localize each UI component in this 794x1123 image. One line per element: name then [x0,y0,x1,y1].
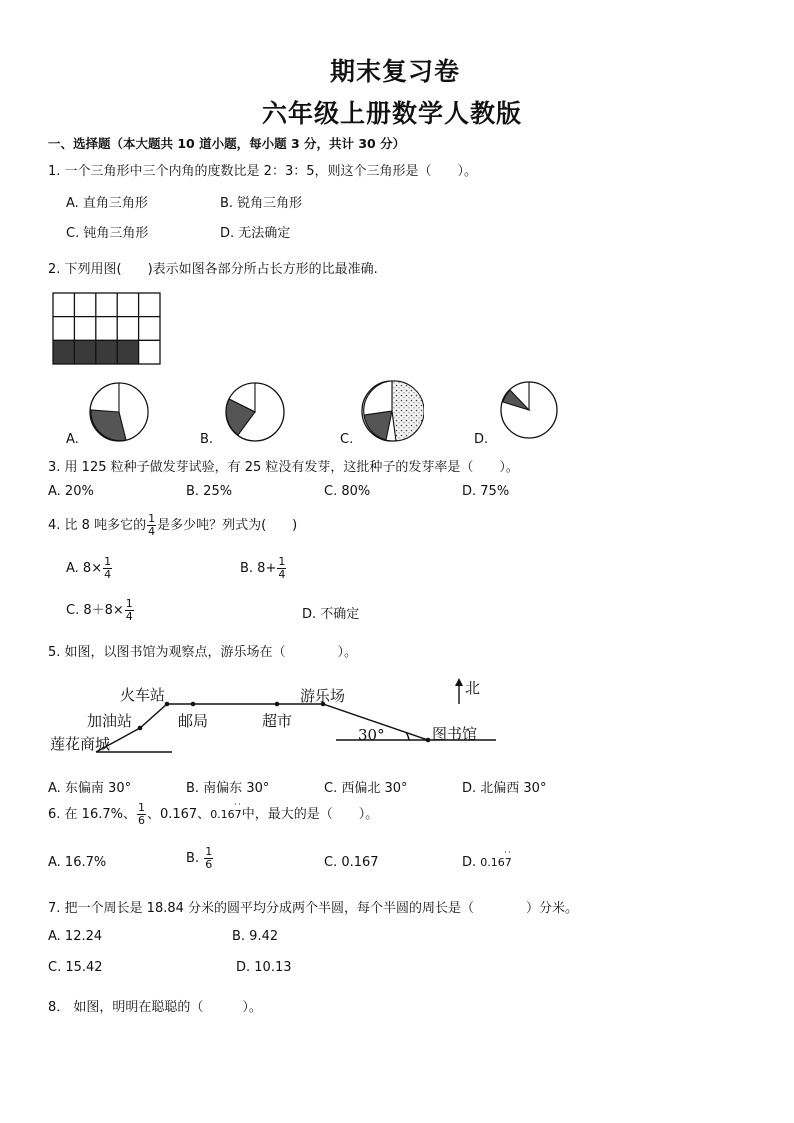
library-point [426,738,431,743]
pie-chart-c[interactable] [360,379,424,443]
repeating-decimal-digits: 0.167 [480,856,512,869]
q5-option-b[interactable]: B. 南偏东 30° [186,781,270,796]
q3-option-c[interactable]: C. 80% [324,484,371,499]
q3-option-a[interactable]: A. 20% [48,484,94,499]
q7-option-d[interactable]: D. 10.13 [236,960,292,975]
q1-option-d[interactable]: D. 无法确定 [220,226,291,241]
q4-option-c-label: C. 8＋8× [66,603,124,618]
fraction-one-quarter [125,598,134,623]
question-8: 8． 如图，明明在聪聪的（ ）。 [48,1000,262,1015]
question-5: 5. 如图，以图书馆为观察点，游乐场在（ ）。 [48,645,358,660]
gas-station-point [138,726,143,731]
q4-option-c[interactable] [66,598,135,623]
q1-option-b[interactable]: B. 锐角三角形 [220,196,303,211]
section-heading: 一、选择题（本大题共 10 道小题，每小题 3 分，共计 30 分） [48,136,406,151]
post-office-label: 邮局 [178,712,209,730]
repeating-dots: ·· [504,848,512,858]
question-7: 7. 把一个周长是 18.84 分米的圆平均分成两个半圆，每个半圆的周长是（ ）分米。 [48,901,579,916]
q4-option-a-label: A. 8× [66,561,103,576]
mall-label: 莲花商城 [50,735,111,753]
question-6-post: 中，最大的是（ ）。 [241,807,379,822]
q5-option-d[interactable]: D. 北偏西 30° [462,781,547,796]
q4-option-b[interactable] [240,556,287,581]
amusement-park-label: 游乐场 [300,687,346,705]
q2-option-a[interactable]: A. [66,432,79,447]
pie-chart-b[interactable] [224,381,286,443]
q2-option-b[interactable]: B. [200,432,214,447]
q3-option-d[interactable]: D. 75% [462,484,510,499]
page-title: 期末复习卷 [330,57,461,86]
fraction-one-quarter [103,556,112,581]
q4-option-b-label: B. 8+ [240,561,277,576]
q7-option-c[interactable]: C. 15.42 [48,960,103,975]
gas-station-label: 加油站 [87,712,133,730]
fraction-numerator: 1 [205,845,213,858]
q7-option-a[interactable]: A. 12.24 [48,929,103,944]
post-office-point [191,702,196,707]
question-4-pre: 4. 比 8 吨多它的 [48,518,147,533]
question-4-post: 是多少吨？列式为( ) [157,518,298,533]
fraction-denominator: 6 [137,814,145,827]
q6-option-c[interactable]: C. 0.167 [324,855,379,870]
pie-chart-a[interactable] [88,381,150,443]
fraction-denominator: 4 [278,568,286,581]
question-2: 2. 下列用图( )表示如图各部分所占长方形的比最准确. [48,262,378,277]
fraction-numerator: 1 [148,512,156,525]
fraction-one-quarter [277,556,286,581]
q2-option-d[interactable]: D. [474,432,489,447]
fraction-denominator: 6 [205,858,213,871]
question-6 [48,802,378,827]
question-6-mid: 、0.167、 [146,807,211,822]
q4-option-a[interactable] [66,556,113,581]
fraction-numerator: 1 [104,555,112,568]
market-point [275,702,280,707]
q3-option-b[interactable]: B. 25% [186,484,233,499]
fraction-numerator: 1 [137,801,145,814]
angle-label: 30° [358,726,385,744]
fraction-denominator: 4 [125,610,133,623]
fraction-denominator: 4 [104,568,112,581]
question-3: 3. 用 125 粒种子做发芽试验，有 25 粒没有发芽，这批种子的发芽率是（ ）。 [48,460,519,475]
q5-option-a[interactable]: A. 东偏南 30° [48,781,132,796]
q2-option-c[interactable]: C. [340,432,354,447]
fraction-one-sixth [204,846,213,871]
repeating-dots: ·· [233,800,242,810]
q5-option-c[interactable]: C. 西偏北 30° [324,781,408,796]
north-arrow-head [455,678,463,686]
q4-option-d[interactable]: D. 不确定 [302,607,360,622]
page-subtitle: 六年级上册数学人教版 [262,99,523,128]
question-1: 1. 一个三角形中三个内角的度数比是 2：3：5，则这个三角形是（ ）。 [48,164,477,179]
q1-option-c[interactable]: C. 钝角三角形 [66,226,149,241]
station-label: 火车站 [120,686,166,704]
north-label: 北 [465,679,481,697]
q7-option-b[interactable]: B. 9.42 [232,929,279,944]
q1-option-a[interactable]: A. 直角三角形 [66,196,148,211]
grid-rectangle-figure [52,292,162,366]
station-point [165,702,170,707]
repeating-decimal [480,848,512,869]
q6-option-d[interactable] [462,848,512,870]
fraction-numerator: 1 [125,597,133,610]
fraction-denominator: 4 [148,525,156,538]
question-6-pre: 6. 在 16.7%、 [48,807,136,822]
question-4 [48,513,297,538]
q6-option-b-label: B. [186,851,200,866]
fraction-numerator: 1 [278,555,286,568]
fraction-one-sixth [137,802,146,827]
q6-option-b[interactable] [186,846,214,871]
market-label: 超市 [262,712,293,730]
repeating-decimal [210,800,242,821]
q6-option-a[interactable]: A. 16.7% [48,855,107,870]
pie-chart-d[interactable] [500,380,560,442]
library-label: 图书馆 [432,725,478,743]
fraction-one-quarter [147,513,156,538]
repeating-decimal-digits: 0.167 [210,808,242,821]
q6-option-d-label: D. [462,855,477,870]
